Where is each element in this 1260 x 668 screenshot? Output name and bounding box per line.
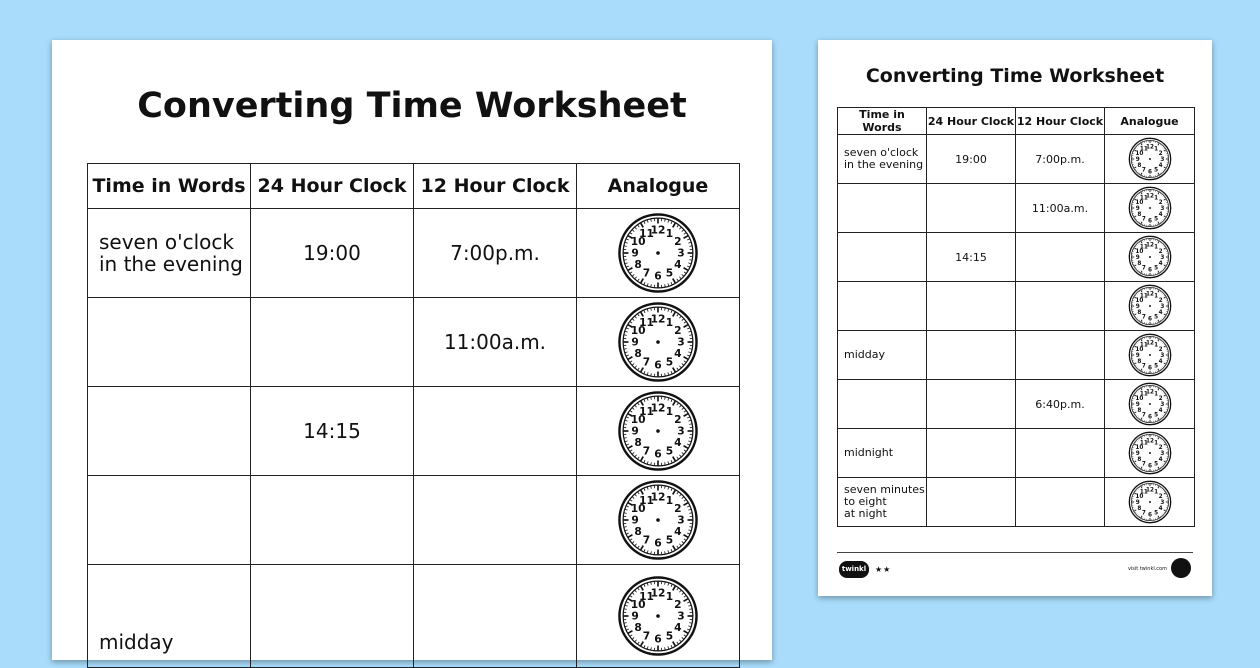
- clock-numeral: 4: [674, 621, 681, 634]
- analogue-clock-face-icon: [1128, 431, 1172, 475]
- clock-numeral: 11: [639, 316, 654, 329]
- clock-numeral: 11: [1139, 391, 1147, 397]
- 24-hour-cell: 19:00: [251, 209, 414, 298]
- analogue-clock-face-icon: [617, 301, 699, 383]
- clock-numeral: 6: [654, 633, 661, 646]
- clock-numeral: 5: [1154, 364, 1158, 370]
- clock-numeral: 11: [1139, 146, 1147, 152]
- clock-numeral: 5: [1154, 511, 1158, 517]
- clock-numeral: 4: [1158, 408, 1162, 414]
- clock-numeral: 1: [1154, 342, 1158, 348]
- clock-numeral: 7: [643, 445, 650, 458]
- clock-numeral: 5: [1154, 315, 1158, 321]
- 24-hour-cell: [927, 380, 1016, 429]
- time-in-words-cell: [838, 184, 927, 233]
- words-line: seven minutes: [844, 484, 926, 496]
- clock-numeral: 9: [1135, 255, 1139, 261]
- clock-numeral: 8: [1137, 261, 1141, 267]
- table-row: [838, 331, 1195, 380]
- 12-hour-cell: [414, 387, 577, 476]
- clock-numeral: 6: [1148, 463, 1152, 469]
- analogue-clock-face-icon: [617, 390, 699, 472]
- words-line: midday: [99, 631, 250, 653]
- worksheet-footer: [837, 552, 1193, 582]
- 12-hour-cell: [1016, 233, 1105, 282]
- 12-hour-cell: [1016, 478, 1105, 527]
- clock-numeral: 3: [677, 247, 684, 260]
- table-header-row: [88, 164, 740, 209]
- clock-numeral: 4: [1158, 261, 1162, 267]
- clock-numeral: 8: [1137, 359, 1141, 365]
- table-row: [88, 565, 740, 668]
- table-row: [838, 282, 1195, 331]
- analogue-cell: [577, 209, 740, 298]
- clock-numeral: 10: [1135, 494, 1143, 500]
- clock-numeral: 1: [1154, 391, 1158, 397]
- clock-numeral: 6: [1148, 512, 1152, 518]
- clock-numeral: 10: [631, 324, 646, 337]
- clock-numeral: 12: [1146, 292, 1154, 298]
- clock-numeral: 11: [1139, 244, 1147, 250]
- 12-hour-cell: [1016, 282, 1105, 331]
- clock-numeral: 7: [1141, 364, 1145, 370]
- clock-numeral: 12: [1146, 194, 1154, 200]
- analogue-cell: [577, 476, 740, 565]
- clock-numeral: 5: [1154, 217, 1158, 223]
- clock-numeral: 5: [666, 534, 673, 547]
- clock-numeral: 12: [651, 224, 666, 237]
- clock-numeral: 4: [674, 525, 681, 538]
- 12-hour-cell: [1016, 331, 1105, 380]
- clock-numeral: 12: [1146, 390, 1154, 396]
- clock-numeral: 2: [1158, 151, 1162, 157]
- clock-numeral: 5: [1154, 462, 1158, 468]
- clock-numeral: 4: [1158, 163, 1162, 169]
- 24-hour-cell: [927, 282, 1016, 331]
- 24-hour-cell: [251, 476, 414, 565]
- clock-numeral: 9: [1135, 402, 1139, 408]
- clock-numeral: 4: [1158, 212, 1162, 218]
- 12-hour-cell: 11:00a.m.: [1016, 184, 1105, 233]
- clock-numeral: 9: [1135, 500, 1139, 506]
- clock-numeral: 7: [1141, 413, 1145, 419]
- twinkl-logo-icon: twinkl: [839, 561, 869, 578]
- clock-numeral: 2: [1158, 445, 1162, 451]
- clock-numeral: 11: [1139, 195, 1147, 201]
- clock-numeral: 8: [634, 436, 641, 449]
- words-line: seven o'clock: [99, 231, 250, 253]
- clock-numeral: 11: [639, 405, 654, 418]
- 24-hour-cell: [927, 478, 1016, 527]
- clock-numeral: 7: [643, 534, 650, 547]
- clock-numeral: 5: [666, 267, 673, 280]
- clock-numeral: 1: [666, 227, 673, 240]
- clock-numeral: 1: [666, 494, 673, 507]
- 12-hour-cell: 6:40p.m.: [1016, 380, 1105, 429]
- time-in-words-cell: [88, 565, 251, 668]
- clock-numeral: 2: [674, 324, 681, 337]
- clock-numeral: 7: [643, 630, 650, 643]
- clock-numeral: 4: [674, 436, 681, 449]
- clock-numeral: 1: [1154, 244, 1158, 250]
- clock-numeral: 9: [631, 425, 638, 438]
- words-line: to eight: [844, 496, 926, 508]
- analogue-clock-face-icon: [1128, 186, 1172, 230]
- clock-numeral: 8: [1137, 163, 1141, 169]
- analogue-cell: [577, 298, 740, 387]
- time-in-words-cell: [838, 135, 927, 184]
- clock-numeral: 11: [639, 494, 654, 507]
- visit-link-text: visit twinkl.com: [1128, 561, 1167, 578]
- clock-numeral: 3: [677, 336, 684, 349]
- table-row: [838, 429, 1195, 478]
- 24-hour-cell: [251, 298, 414, 387]
- quality-badge-icon: [1171, 558, 1191, 578]
- clock-numeral: 9: [631, 336, 638, 349]
- words-line: seven o'clock: [844, 147, 926, 159]
- clock-numeral: 7: [1141, 462, 1145, 468]
- clock-numeral: 6: [654, 537, 661, 550]
- clock-numeral: 6: [1148, 218, 1152, 224]
- analogue-cell: [1105, 331, 1195, 380]
- analogue-clock-face-icon: [1128, 382, 1172, 426]
- clock-numeral: 12: [651, 402, 666, 415]
- worksheet-preview: [818, 40, 1212, 596]
- clock-numeral: 7: [643, 356, 650, 369]
- clock-numeral: 1: [1154, 440, 1158, 446]
- clock-numeral: 3: [1160, 353, 1164, 359]
- analogue-cell: [1105, 135, 1195, 184]
- analogue-clock-face-icon: [617, 212, 699, 294]
- conversion-table: [87, 163, 740, 668]
- analogue-clock-face-icon: [617, 479, 699, 561]
- 12-hour-cell: 7:00p.m.: [1016, 135, 1105, 184]
- clock-numeral: 6: [654, 448, 661, 461]
- clock-numeral: 9: [631, 247, 638, 260]
- clock-numeral: 10: [1135, 396, 1143, 402]
- words-line: midnight: [844, 447, 926, 459]
- table-row: [838, 380, 1195, 429]
- clock-numeral: 2: [674, 235, 681, 248]
- clock-numeral: 8: [634, 347, 641, 360]
- clock-numeral: 10: [1135, 249, 1143, 255]
- clock-numeral: 10: [631, 502, 646, 515]
- worksheet-title: Converting Time Worksheet: [52, 86, 772, 126]
- 12-hour-cell: 11:00a.m.: [414, 298, 577, 387]
- header-analogue: Analogue: [577, 164, 740, 209]
- clock-numeral: 11: [639, 227, 654, 240]
- analogue-cell: [1105, 282, 1195, 331]
- clock-numeral: 10: [1135, 298, 1143, 304]
- table-row: [88, 476, 740, 565]
- words-line: in the evening: [99, 253, 250, 275]
- table-header-row: [838, 108, 1195, 135]
- clock-numeral: 3: [1160, 206, 1164, 212]
- clock-numeral: 3: [1160, 451, 1164, 457]
- clock-numeral: 10: [1135, 200, 1143, 206]
- time-in-words-cell: [838, 282, 927, 331]
- clock-numeral: 1: [1154, 293, 1158, 299]
- conversion-table: [837, 107, 1195, 527]
- clock-numeral: 2: [674, 502, 681, 515]
- clock-numeral: 2: [1158, 200, 1162, 206]
- clock-numeral: 12: [1146, 243, 1154, 249]
- clock-numeral: 8: [1137, 457, 1141, 463]
- clock-numeral: 3: [1160, 255, 1164, 261]
- clock-numeral: 5: [1154, 266, 1158, 272]
- time-in-words-cell: [838, 478, 927, 527]
- clock-numeral: 10: [631, 235, 646, 248]
- header-24-hour-clock: 24 Hour Clock: [927, 108, 1016, 135]
- table-row: [838, 233, 1195, 282]
- analogue-clock-face-icon: [1128, 235, 1172, 279]
- clock-numeral: 12: [651, 587, 666, 600]
- clock-numeral: 9: [1135, 157, 1139, 163]
- analogue-cell: [1105, 380, 1195, 429]
- clock-numeral: 9: [1135, 451, 1139, 457]
- analogue-cell: [1105, 478, 1195, 527]
- 12-hour-cell: [414, 476, 577, 565]
- clock-numeral: 6: [1148, 169, 1152, 175]
- analogue-clock-face-icon: [1128, 284, 1172, 328]
- analogue-clock-face-icon: [617, 575, 699, 657]
- clock-numeral: 10: [631, 598, 646, 611]
- header-12-hour-clock: 12 Hour Clock: [414, 164, 577, 209]
- clock-numeral: 2: [1158, 347, 1162, 353]
- table-row: [88, 298, 740, 387]
- header-time-in-words: Time in Words: [88, 164, 251, 209]
- rating-stars: ★★: [875, 561, 891, 578]
- time-in-words-cell: [838, 380, 927, 429]
- clock-numeral: 1: [666, 316, 673, 329]
- clock-numeral: 8: [634, 525, 641, 538]
- clock-numeral: 6: [654, 270, 661, 283]
- clock-numeral: 2: [1158, 298, 1162, 304]
- clock-numeral: 3: [1160, 500, 1164, 506]
- analogue-cell: [1105, 184, 1195, 233]
- clock-numeral: 11: [1139, 293, 1147, 299]
- clock-numeral: 12: [1146, 439, 1154, 445]
- header-analogue: Analogue: [1105, 108, 1195, 135]
- clock-numeral: 2: [674, 598, 681, 611]
- clock-numeral: 5: [666, 630, 673, 643]
- clock-numeral: 9: [1135, 353, 1139, 359]
- clock-numeral: 2: [674, 413, 681, 426]
- time-in-words-cell: [838, 331, 927, 380]
- clock-numeral: 5: [1154, 413, 1158, 419]
- header-24-hour-clock: 24 Hour Clock: [251, 164, 414, 209]
- time-in-words-cell: [88, 476, 251, 565]
- clock-numeral: 4: [674, 258, 681, 271]
- clock-numeral: 1: [666, 405, 673, 418]
- clock-numeral: 6: [1148, 316, 1152, 322]
- table-row: [838, 184, 1195, 233]
- clock-numeral: 8: [1137, 408, 1141, 414]
- clock-numeral: 7: [1141, 315, 1145, 321]
- 24-hour-cell: 14:15: [927, 233, 1016, 282]
- table-row: [88, 387, 740, 476]
- clock-numeral: 1: [1154, 195, 1158, 201]
- clock-numeral: 2: [1158, 396, 1162, 402]
- header-time-in-words: Time in Words: [838, 108, 927, 135]
- table-row: [88, 209, 740, 298]
- words-line: midday: [844, 349, 926, 361]
- clock-numeral: 12: [651, 313, 666, 326]
- clock-numeral: 8: [1137, 506, 1141, 512]
- clock-numeral: 11: [1139, 440, 1147, 446]
- clock-numeral: 11: [639, 590, 654, 603]
- 24-hour-cell: [927, 184, 1016, 233]
- clock-numeral: 9: [631, 514, 638, 527]
- analogue-cell: [1105, 429, 1195, 478]
- worksheet-large: [52, 40, 772, 660]
- analogue-cell: [577, 565, 740, 668]
- time-in-words-cell: [88, 387, 251, 476]
- clock-numeral: 8: [634, 621, 641, 634]
- clock-numeral: 4: [1158, 457, 1162, 463]
- clock-numeral: 10: [631, 413, 646, 426]
- clock-numeral: 5: [666, 445, 673, 458]
- clock-numeral: 7: [1141, 168, 1145, 174]
- clock-numeral: 3: [1160, 304, 1164, 310]
- time-in-words-cell: [88, 298, 251, 387]
- words-line: in the evening: [844, 159, 926, 171]
- clock-numeral: 7: [1141, 217, 1145, 223]
- clock-numeral: 5: [666, 356, 673, 369]
- clock-numeral: 12: [1146, 145, 1154, 151]
- clock-numeral: 4: [674, 347, 681, 360]
- clock-numeral: 7: [1141, 511, 1145, 517]
- analogue-clock-face-icon: [1128, 137, 1172, 181]
- table-row: [838, 135, 1195, 184]
- clock-numeral: 12: [1146, 488, 1154, 494]
- 24-hour-cell: 14:15: [251, 387, 414, 476]
- clock-numeral: 3: [1160, 402, 1164, 408]
- clock-numeral: 3: [677, 514, 684, 527]
- clock-numeral: 6: [654, 359, 661, 372]
- clock-numeral: 2: [1158, 494, 1162, 500]
- header-12-hour-clock: 12 Hour Clock: [1016, 108, 1105, 135]
- 24-hour-cell: [927, 429, 1016, 478]
- clock-numeral: 11: [1139, 489, 1147, 495]
- clock-numeral: 4: [1158, 359, 1162, 365]
- clock-numeral: 9: [1135, 206, 1139, 212]
- clock-numeral: 6: [1148, 365, 1152, 371]
- footer-divider: [837, 552, 1193, 553]
- clock-numeral: 4: [1158, 310, 1162, 316]
- 24-hour-cell: 19:00: [927, 135, 1016, 184]
- analogue-clock-face-icon: [1128, 333, 1172, 377]
- clock-numeral: 12: [651, 491, 666, 504]
- 12-hour-cell: [414, 565, 577, 668]
- clock-numeral: 6: [1148, 414, 1152, 420]
- clock-numeral: 7: [1141, 266, 1145, 272]
- clock-numeral: 9: [631, 610, 638, 623]
- clock-numeral: 6: [1148, 267, 1152, 273]
- analogue-cell: [577, 387, 740, 476]
- 12-hour-cell: [1016, 429, 1105, 478]
- clock-numeral: 10: [1135, 445, 1143, 451]
- clock-numeral: 8: [1137, 310, 1141, 316]
- clock-numeral: 10: [1135, 347, 1143, 353]
- clock-numeral: 10: [1135, 151, 1143, 157]
- clock-numeral: 12: [1146, 341, 1154, 347]
- time-in-words-cell: [838, 429, 927, 478]
- clock-numeral: 1: [666, 590, 673, 603]
- clock-numeral: 3: [1160, 157, 1164, 163]
- clock-numeral: 1: [1154, 146, 1158, 152]
- clock-numeral: 11: [1139, 342, 1147, 348]
- clock-numeral: 9: [1135, 304, 1139, 310]
- clock-numeral: 5: [1154, 168, 1158, 174]
- 12-hour-cell: 7:00p.m.: [414, 209, 577, 298]
- clock-numeral: 3: [677, 425, 684, 438]
- clock-numeral: 3: [677, 610, 684, 623]
- clock-numeral: 8: [634, 258, 641, 271]
- 24-hour-cell: [251, 565, 414, 668]
- clock-numeral: 2: [1158, 249, 1162, 255]
- clock-numeral: 1: [1154, 489, 1158, 495]
- words-line: at night: [844, 508, 926, 520]
- time-in-words-cell: [88, 209, 251, 298]
- analogue-clock-face-icon: [1128, 480, 1172, 524]
- clock-numeral: 8: [1137, 212, 1141, 218]
- clock-numeral: 7: [643, 267, 650, 280]
- worksheet-title: Converting Time Worksheet: [818, 65, 1212, 87]
- time-in-words-cell: [838, 233, 927, 282]
- 24-hour-cell: [927, 331, 1016, 380]
- clock-numeral: 4: [1158, 506, 1162, 512]
- table-row: [838, 478, 1195, 527]
- analogue-cell: [1105, 233, 1195, 282]
